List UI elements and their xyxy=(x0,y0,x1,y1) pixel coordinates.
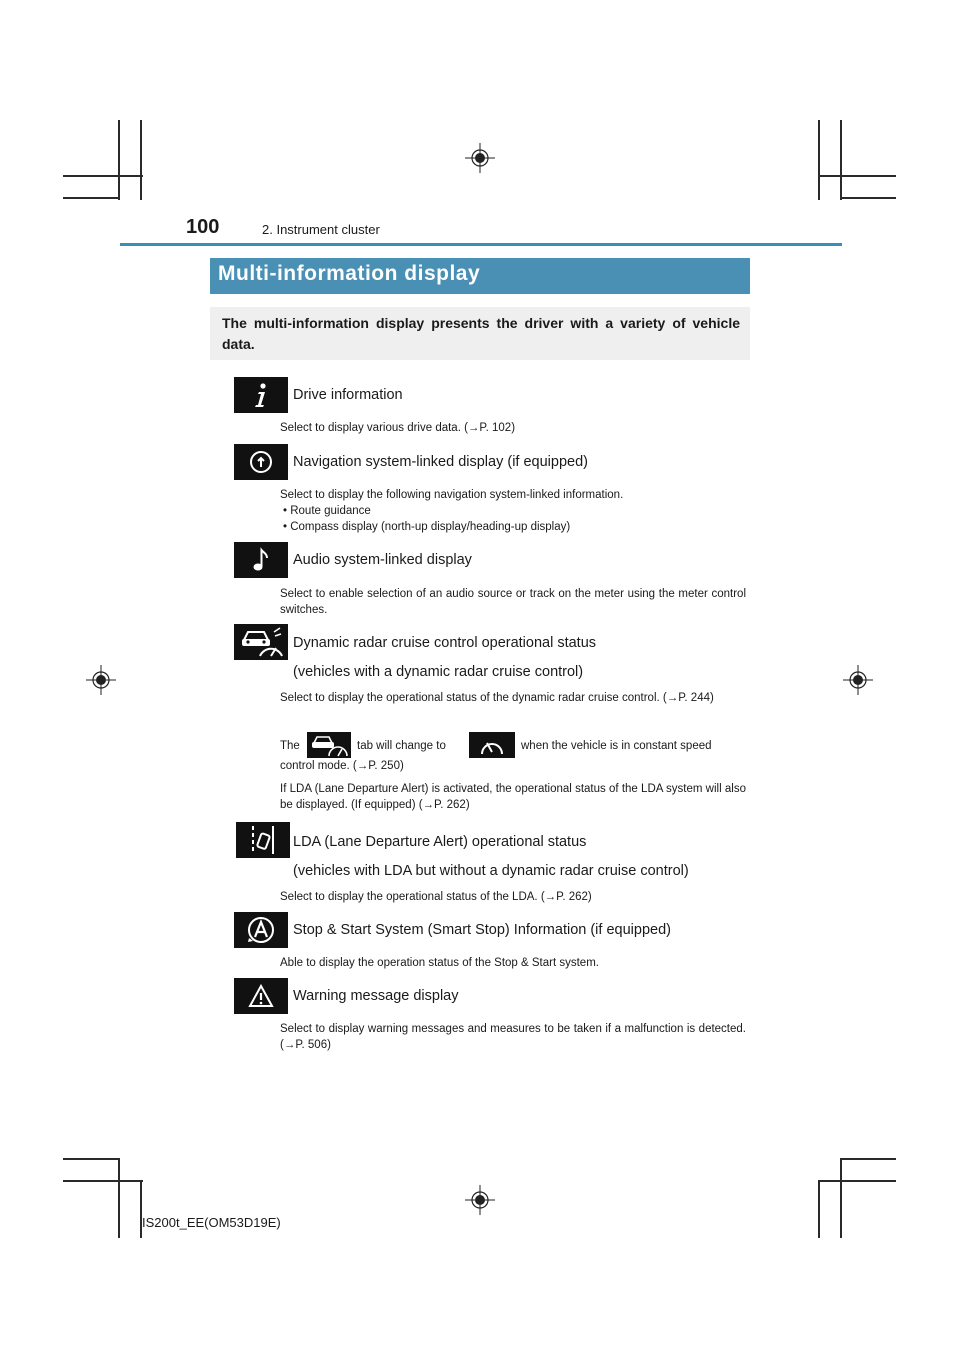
crop-mark xyxy=(818,1180,896,1182)
crop-mark xyxy=(840,120,842,200)
item-description: If LDA (Lane Departure Alert) is activated, the operational status of the LDA system will also be displayed. (If equipped) (→P. 262) xyxy=(280,783,746,811)
item-subheading: (vehicles with a dynamic radar cruise control) xyxy=(293,664,584,680)
radar-cruise-small-icon xyxy=(307,732,351,758)
crop-mark xyxy=(818,120,820,200)
item-heading: Dynamic radar cruise control operational status xyxy=(293,635,597,651)
crop-mark xyxy=(118,1158,120,1238)
list-item: • Route guidance xyxy=(283,505,371,517)
inline-text: The xyxy=(280,740,300,752)
music-note-icon xyxy=(234,542,288,578)
crop-mark xyxy=(840,197,896,199)
crop-mark xyxy=(63,175,143,177)
page-title: Multi-information display xyxy=(218,262,481,285)
crop-mark xyxy=(63,1158,120,1160)
crop-mark xyxy=(840,1158,896,1160)
info-icon xyxy=(234,377,288,413)
item-description: Able to display the operation status of the Stop & Start system. xyxy=(280,957,599,969)
crop-mark xyxy=(63,1180,143,1182)
item-heading: Stop & Start System (Smart Stop) Information (if equipped) xyxy=(293,922,671,938)
item-description: Select to display various drive data. (→P. 102) xyxy=(280,422,516,434)
crop-mark xyxy=(63,197,120,199)
crop-mark xyxy=(818,1180,820,1238)
speedometer-icon xyxy=(469,732,515,758)
registration-mark-icon xyxy=(843,665,873,695)
list-item: • Compass display (north-up display/heading-up display) xyxy=(283,521,571,533)
item-heading: Navigation system-linked display (if equipped) xyxy=(293,454,588,470)
item-description: Select to display the operational status of the LDA. (→P. 262) xyxy=(280,891,592,903)
registration-mark-icon xyxy=(465,1185,495,1215)
header-rule xyxy=(120,243,842,246)
registration-mark-icon xyxy=(86,665,116,695)
lane-departure-icon xyxy=(236,822,290,858)
item-description: Select to display the operational status of the dynamic radar cruise control. (→P. 244) xyxy=(280,692,714,704)
footer-model-code: IS200t_EE(OM53D19E) xyxy=(142,1215,281,1230)
item-subheading: (vehicles with LDA but without a dynamic radar cruise control) xyxy=(293,863,689,879)
crop-mark xyxy=(118,120,120,200)
stop-start-icon xyxy=(234,912,288,948)
item-heading: LDA (Lane Departure Alert) operational status xyxy=(293,834,587,850)
radar-cruise-icon xyxy=(234,624,288,660)
crop-mark xyxy=(818,175,896,177)
title-bar xyxy=(210,258,750,294)
item-description: Select to display the following navigation system-linked information. xyxy=(280,489,624,501)
navigation-icon xyxy=(234,444,288,480)
page-number: 100 xyxy=(186,216,220,238)
item-description: Select to enable selection of an audio source or track on the meter using the meter control switches. xyxy=(280,588,746,616)
crop-mark xyxy=(840,1158,842,1238)
inline-text: control mode. (→P. 250) xyxy=(280,760,404,772)
section-title: 2. Instrument cluster xyxy=(262,222,380,237)
item-heading: Drive information xyxy=(293,387,403,403)
registration-mark-icon xyxy=(465,143,495,173)
item-description: Select to display warning messages and measures to be taken if a malfunction is detected. (→P. 506) xyxy=(280,1023,746,1051)
item-heading: Warning message display xyxy=(293,988,459,1004)
inline-text: when the vehicle is in constant speed xyxy=(521,740,712,752)
intro-text: The multi-information display presents the driver with a variety of vehicle data. xyxy=(222,315,740,352)
crop-mark xyxy=(140,120,142,200)
warning-icon xyxy=(234,978,288,1014)
intro-box xyxy=(210,307,750,360)
item-heading: Audio system-linked display xyxy=(293,552,472,568)
inline-text: tab will change to xyxy=(357,740,446,752)
